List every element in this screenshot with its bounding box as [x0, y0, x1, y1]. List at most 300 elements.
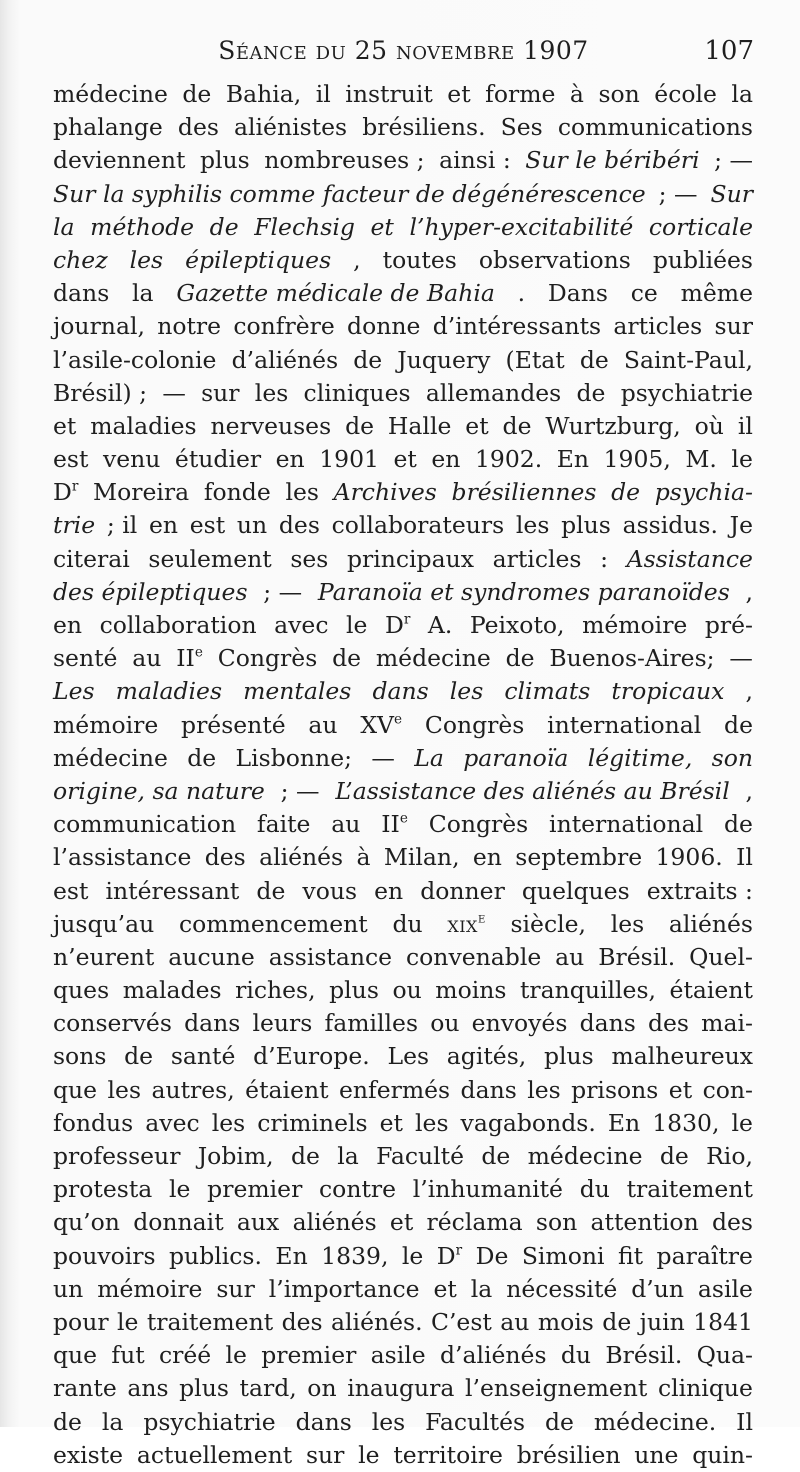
text-line — [53, 410, 753, 443]
text-line — [53, 974, 753, 1007]
word: malheureux — [611, 1042, 753, 1071]
word: que — [53, 1075, 98, 1104]
word: jusqu’au — [53, 909, 155, 938]
word: les — [415, 1108, 449, 1137]
word: ou — [392, 976, 422, 1005]
word: étaient — [669, 976, 753, 1005]
word: au — [555, 942, 585, 971]
word: où — [694, 411, 724, 440]
word: dans — [184, 1009, 241, 1038]
word: Peixoto, — [469, 611, 565, 639]
word: la — [731, 80, 753, 108]
word: est — [189, 511, 226, 540]
text-line — [53, 609, 753, 642]
superscript: r — [403, 611, 411, 628]
word: agités, — [446, 1042, 527, 1071]
italic-word: Paranoïa et syndromes paranoïdes — [317, 577, 730, 606]
word: qu’on — [53, 1208, 120, 1237]
word: du — [560, 1341, 592, 1370]
word: tranquilles, — [519, 976, 656, 1005]
word: xix$^e$ — [447, 909, 486, 938]
word: un — [236, 511, 268, 540]
word: 1830, — [652, 1108, 720, 1137]
word: . — [517, 279, 526, 308]
italic-word: dans — [372, 677, 429, 706]
word: , — [745, 776, 753, 805]
text-line — [53, 808, 753, 841]
text-line — [53, 1074, 753, 1107]
word: aliénés — [668, 909, 753, 938]
word: Je — [729, 511, 753, 540]
text-line — [53, 1007, 753, 1040]
word: de — [182, 80, 212, 108]
word: nerveuses — [210, 411, 332, 440]
italic-word: des épileptiques — [53, 577, 248, 606]
word: malades — [122, 976, 222, 1005]
word: l’inhumanité — [412, 1175, 563, 1204]
word: observations — [478, 245, 631, 274]
word: En — [275, 1241, 308, 1270]
word: donne — [347, 312, 421, 341]
superscript: e — [477, 910, 486, 927]
italic-word: son — [711, 743, 753, 772]
word: étudier — [174, 445, 262, 474]
word: IIe — [176, 644, 203, 673]
word: citerai — [53, 544, 130, 573]
word: , — [745, 577, 753, 606]
word: — — [729, 644, 753, 673]
word: il — [315, 80, 331, 108]
word: sur — [216, 1274, 255, 1303]
word: territoire — [393, 1440, 503, 1469]
word: les — [285, 478, 319, 507]
italic-word: brésiliennes — [451, 478, 597, 507]
word: présenté — [181, 710, 286, 739]
word: sur — [201, 378, 240, 407]
word: international — [547, 710, 702, 739]
word: M. — [685, 445, 717, 474]
word: la — [101, 1407, 124, 1436]
word: des — [711, 1208, 753, 1237]
italic-word: Flechsig — [254, 212, 355, 241]
word: vagabonds. — [460, 1108, 596, 1137]
word: médecine — [527, 1142, 643, 1170]
word: santé — [170, 1042, 236, 1071]
word: ; — — [263, 577, 303, 606]
word: les — [107, 1075, 142, 1104]
word: avec — [274, 611, 329, 639]
word: paraître — [656, 1241, 753, 1270]
italic-word: méthode — [90, 212, 195, 241]
word: senté — [53, 644, 118, 673]
text-line — [53, 443, 753, 476]
word: de — [502, 411, 532, 440]
page-number: 107 — [704, 36, 754, 66]
text-line — [53, 476, 753, 509]
italic-word: L’assistance des aliénés au Brésil — [335, 776, 730, 805]
italic-word: de — [611, 478, 641, 507]
word: et — [389, 1208, 414, 1237]
word: au — [500, 1307, 530, 1336]
text-line — [53, 675, 753, 708]
word: avec — [145, 1108, 200, 1137]
word: journal, — [53, 312, 145, 341]
italic-word: la — [53, 212, 75, 241]
word: les — [515, 511, 550, 540]
word: il — [737, 411, 753, 440]
word: aux — [236, 1208, 280, 1237]
text-line — [53, 1273, 753, 1306]
word: brésiliens. — [362, 113, 486, 142]
word: De — [475, 1241, 509, 1270]
word: de — [724, 810, 753, 839]
word: cliniques — [303, 378, 411, 407]
word: son — [535, 1208, 578, 1237]
text-line — [53, 178, 753, 211]
word: à — [569, 80, 584, 108]
word: septembre — [515, 843, 643, 872]
word: collaborateurs — [331, 511, 505, 540]
word: prisons — [571, 1075, 659, 1104]
italic-word: mentales — [243, 677, 352, 706]
word: faite — [256, 810, 311, 839]
word: traitement — [626, 1175, 753, 1204]
word: et — [465, 411, 489, 440]
word: donnait — [133, 1208, 224, 1237]
word: mémoire — [53, 710, 159, 739]
word: d’aliénés — [231, 345, 339, 374]
word: médecine — [375, 644, 491, 673]
word: Moreira — [93, 478, 190, 507]
word: IIe — [381, 810, 408, 839]
word: de — [53, 1407, 82, 1436]
word: du — [579, 1175, 610, 1204]
word: et — [433, 1274, 457, 1303]
word: ; — — [280, 776, 320, 805]
italic-word: les — [129, 245, 164, 274]
word: le — [346, 611, 368, 639]
word: fut — [111, 1341, 145, 1370]
word: à — [356, 843, 371, 872]
text-line — [53, 908, 753, 941]
word: Congrès — [428, 810, 529, 839]
word: envoyés — [471, 1009, 568, 1038]
word: premier — [261, 1341, 357, 1370]
word: Faculté — [376, 1142, 465, 1170]
text-line — [53, 1306, 753, 1339]
word: tard, — [239, 1374, 297, 1403]
italic-word: Les — [53, 677, 95, 706]
word: en — [472, 843, 502, 872]
word: Brésil. — [598, 942, 676, 971]
word: confrère — [233, 312, 335, 341]
word: En — [556, 445, 590, 474]
word: plus — [329, 976, 379, 1005]
word: $D^r$ — [385, 611, 411, 639]
word: la — [132, 279, 154, 308]
word: l’enseignement — [465, 1374, 648, 1403]
word: Juquery — [397, 345, 491, 374]
word: médecine — [53, 80, 168, 108]
word: et — [393, 445, 417, 474]
word: de — [659, 1142, 689, 1170]
word: dans — [53, 279, 110, 308]
word: de — [290, 1142, 320, 1170]
word: Halle — [387, 411, 452, 440]
word: le — [116, 1307, 139, 1336]
word: ses — [290, 544, 329, 573]
word: les — [371, 1407, 406, 1436]
word: dans — [295, 1407, 352, 1436]
superscript: r — [71, 478, 79, 495]
word: Congrès — [217, 644, 318, 673]
text-line — [53, 78, 753, 111]
word: notre — [157, 312, 222, 341]
text-line — [53, 310, 753, 343]
word: Quel- — [689, 942, 753, 971]
italic-word: climats — [504, 677, 591, 706]
word: de — [332, 644, 362, 673]
word: quelques — [521, 876, 630, 905]
word: le — [358, 1440, 380, 1469]
word: donner — [420, 876, 505, 905]
word: 1841 — [693, 1307, 753, 1336]
word: au — [308, 710, 338, 739]
word: de — [602, 1307, 632, 1336]
word: école — [654, 80, 717, 108]
word: international — [549, 810, 704, 839]
body-text — [53, 78, 753, 1472]
word: clinique — [657, 1374, 753, 1403]
word: les — [211, 1108, 246, 1137]
italic-word: tropicaux — [611, 677, 725, 706]
word: le — [401, 1241, 424, 1270]
text-line — [53, 642, 753, 675]
word: son — [598, 80, 640, 108]
word: Rio, — [706, 1142, 753, 1170]
text-line — [53, 277, 753, 310]
word: inaugura — [347, 1374, 455, 1403]
word: que — [53, 1341, 98, 1370]
word: communication — [53, 810, 237, 839]
italic-word: de — [209, 212, 239, 241]
word: ; — — [658, 179, 698, 208]
word: actuellement — [136, 1440, 293, 1469]
word: Bahia, — [225, 80, 302, 108]
word: ainsi : — [439, 146, 511, 175]
word: autres, — [151, 1075, 235, 1104]
word: , — [745, 677, 753, 706]
text-line — [53, 841, 753, 874]
text-line — [53, 1206, 753, 1239]
word: 1905, — [603, 445, 671, 474]
word: le — [169, 1175, 191, 1204]
word: nécessité — [506, 1274, 618, 1303]
word: sur — [714, 312, 753, 341]
italic-word: épileptiques — [185, 245, 332, 274]
word: deviennent — [53, 146, 186, 175]
text-line — [53, 1439, 753, 1472]
word: — — [371, 743, 395, 772]
italic-word: Sur — [710, 179, 753, 208]
running-title: Séance du 25 novembre 1907 — [218, 36, 589, 65]
italic-word: maladies — [115, 677, 223, 706]
word: commencement — [178, 909, 368, 938]
word: intéressant — [105, 876, 240, 905]
word: la — [470, 1274, 493, 1303]
italic-word: Gazette médicale de Bahia — [176, 279, 495, 308]
italic-word: origine, sa nature — [53, 776, 265, 805]
italic-word: chez — [53, 245, 108, 274]
word: instruit — [345, 80, 433, 108]
word: des — [177, 113, 219, 142]
word: Congrès — [424, 710, 525, 739]
word: seulement — [148, 544, 272, 573]
word: asile — [370, 1341, 426, 1370]
word: fondus — [53, 1108, 134, 1137]
word: un — [53, 1274, 84, 1303]
word: les — [610, 909, 645, 938]
word: psychiatrie — [143, 1407, 276, 1436]
text-line — [53, 775, 753, 808]
word: en — [148, 511, 179, 540]
word: une — [634, 1440, 679, 1469]
word: en — [53, 611, 83, 639]
word: les — [254, 378, 289, 407]
superscript: e — [194, 644, 203, 661]
italic-word: Assistance — [626, 544, 753, 573]
word: de — [545, 1407, 574, 1436]
word: réclama — [426, 1208, 523, 1237]
word: ques — [53, 976, 110, 1005]
word: ans — [127, 1374, 169, 1403]
word: Jobim, — [197, 1142, 274, 1170]
word: est — [53, 445, 89, 474]
word: les — [527, 1075, 561, 1104]
word: de — [345, 411, 375, 440]
word: même — [680, 279, 753, 308]
word: professeur — [53, 1142, 181, 1170]
word: mémoire — [582, 611, 688, 639]
word: sur — [305, 1440, 345, 1469]
word: riches, — [235, 976, 316, 1005]
word: 1839, — [321, 1241, 389, 1270]
word: rante — [53, 1374, 117, 1403]
word: maladies — [90, 411, 197, 440]
word: et — [668, 1075, 693, 1104]
word: extraits : — [646, 876, 753, 905]
word: familles — [324, 1009, 419, 1038]
word: la — [337, 1142, 359, 1170]
word: — — [162, 378, 186, 407]
word: de — [505, 644, 535, 673]
word: en — [431, 445, 461, 474]
italic-word: La — [414, 743, 444, 772]
word: pré- — [704, 611, 753, 639]
superscript: e — [394, 711, 403, 728]
italic-word: Sur le béribéri — [525, 146, 700, 175]
word: principaux — [346, 544, 474, 573]
word: dans — [579, 1009, 636, 1038]
word: Wurtzburg, — [545, 411, 681, 440]
text-line — [53, 244, 753, 277]
word: Ses — [500, 113, 543, 142]
text-line — [53, 875, 753, 908]
word: Brésil) ; — [53, 378, 148, 407]
word: 1901 — [319, 445, 379, 474]
word: et — [379, 1108, 403, 1137]
word: d’Europe. — [253, 1042, 370, 1071]
word: Qua- — [696, 1341, 753, 1370]
word: $D^r$ — [53, 478, 79, 507]
word: leurs — [252, 1009, 313, 1038]
italic-word: psychia- — [654, 478, 753, 507]
word: criminels — [257, 1108, 368, 1137]
word: allemandes — [425, 378, 562, 407]
word: Simoni — [521, 1241, 605, 1270]
word: (Etat — [505, 345, 565, 374]
word: En — [607, 1108, 641, 1137]
word: juin — [639, 1307, 685, 1336]
word: traitement — [146, 1307, 274, 1336]
word: vous — [302, 876, 358, 905]
word: des — [204, 843, 246, 872]
word: ; — — [714, 146, 753, 175]
text-line — [53, 1040, 753, 1073]
superscript: e — [399, 810, 408, 827]
text-line — [53, 543, 753, 576]
word: de — [579, 345, 609, 374]
italic-word: et — [370, 212, 394, 241]
text-line — [53, 1173, 753, 1206]
word: Milan, — [383, 843, 460, 872]
word: con- — [702, 1075, 753, 1104]
text-line — [53, 941, 753, 974]
word: au — [331, 810, 361, 839]
word: en — [275, 445, 305, 474]
word: plus — [199, 146, 250, 175]
word: attention — [590, 1208, 699, 1237]
word: plus — [179, 1374, 229, 1403]
word: n’eurent — [53, 942, 155, 971]
word: médecine. — [593, 1407, 717, 1436]
word: de — [481, 1142, 511, 1170]
word: plus — [543, 1042, 594, 1071]
word: : — [600, 544, 608, 573]
superscript: r — [455, 1242, 463, 1259]
word: est — [53, 876, 89, 905]
word: collaboration — [99, 611, 257, 639]
word: ou — [430, 1009, 460, 1038]
italic-word: l’hyper-excitabilité — [409, 212, 634, 241]
word: plus — [561, 511, 611, 540]
italic-word: paranoïa — [463, 743, 569, 772]
word: des — [281, 1307, 323, 1336]
word: contre — [319, 1175, 397, 1204]
italic-word: Sur la syphilis comme facteur de dégénérescence — [53, 179, 646, 208]
word: Il — [736, 843, 753, 872]
word: brésilien — [516, 1440, 621, 1469]
word: de — [124, 1042, 154, 1071]
word: aliénistes — [234, 113, 348, 142]
word: et — [447, 80, 471, 108]
word: médecine — [53, 743, 168, 772]
text-line — [53, 377, 753, 410]
word: créé — [158, 1341, 212, 1370]
word: venu — [102, 445, 161, 474]
word: siècle, — [510, 909, 587, 938]
text-line — [53, 111, 753, 144]
